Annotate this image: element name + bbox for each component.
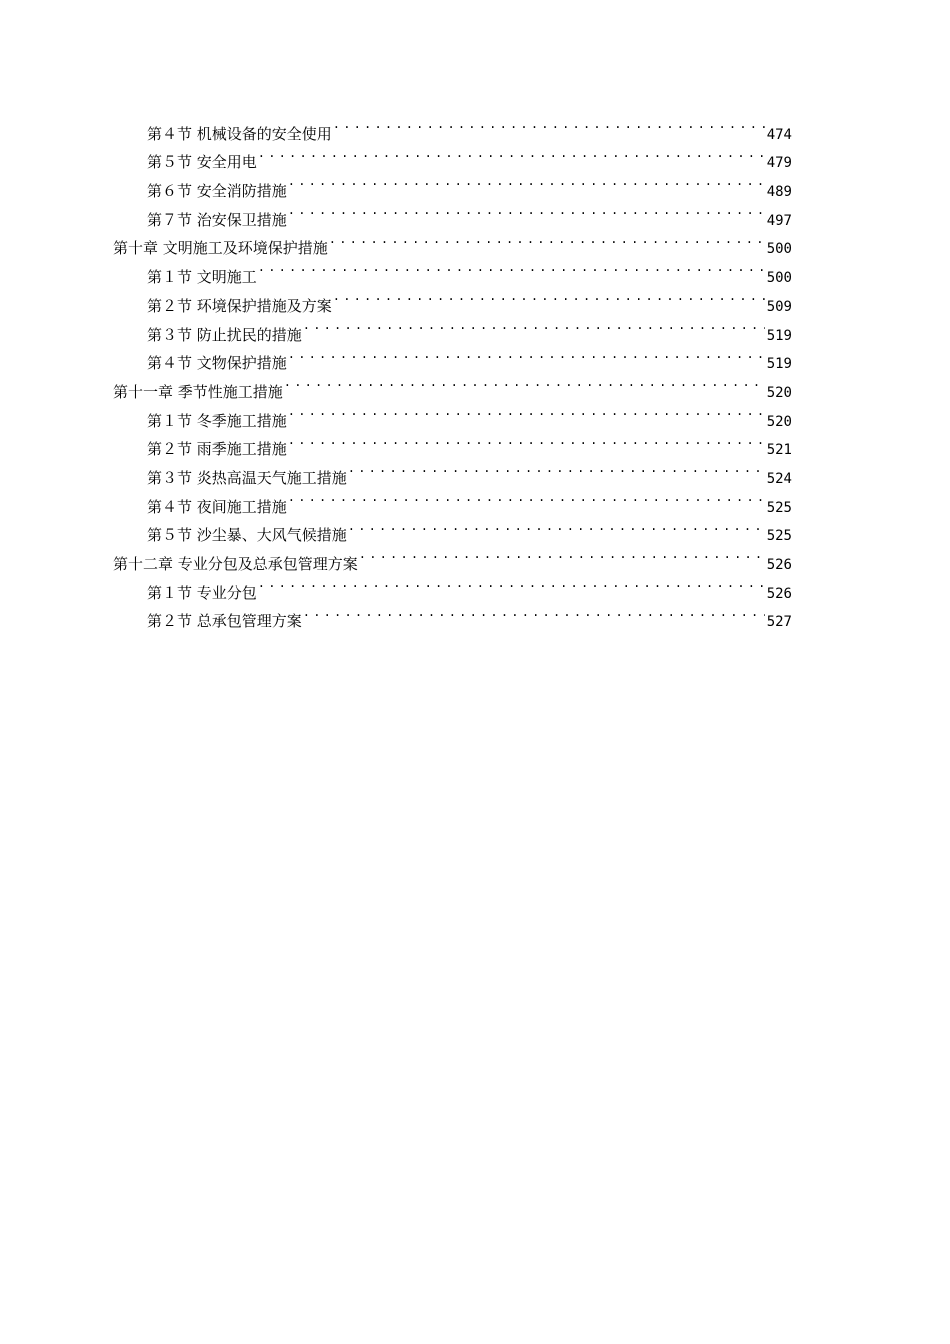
dot-leader [288, 426, 765, 455]
toc-entry[interactable] [0, 598, 950, 631]
dot-leader [333, 110, 765, 139]
toc-entry[interactable] [0, 512, 950, 545]
toc-entry-title: 第３节 炎热高温天气施工措施 [147, 464, 348, 493]
dot-leader [288, 167, 765, 196]
toc-entry-title: 第１节 冬季施工措施 [147, 407, 288, 436]
toc-page-number: 525 [766, 528, 792, 545]
dot-leader [284, 368, 765, 397]
toc-entry[interactable] [0, 483, 950, 516]
dot-leader [288, 397, 765, 426]
toc-page-number: 489 [766, 184, 792, 201]
toc-page-number: 474 [766, 126, 792, 143]
toc-entry-title: 第２节 环境保护措施及方案 [147, 292, 333, 321]
toc-entry-title: 第２节 雨季施工措施 [147, 435, 288, 464]
toc-entry[interactable] [0, 253, 950, 287]
toc-entry-title: 第十一章 季节性施工措施 [113, 378, 284, 407]
toc-entry[interactable] [0, 282, 950, 315]
toc-page-number: 509 [766, 298, 792, 315]
dot-leader [258, 253, 765, 282]
dot-leader [348, 512, 765, 541]
toc-page-number: 526 [766, 557, 792, 573]
dot-leader [329, 225, 765, 254]
toc-entry[interactable] [0, 110, 950, 143]
toc-entry-title: 第７节 治安保卫措施 [147, 206, 288, 235]
toc-entry-title: 第３节 防止扰民的措施 [147, 321, 303, 350]
toc-entry[interactable] [0, 454, 950, 487]
dot-leader [288, 340, 765, 369]
dot-leader [258, 139, 765, 168]
toc-page-number: 526 [766, 585, 792, 602]
toc-entry[interactable] [0, 340, 950, 373]
toc-page-number: 520 [766, 384, 792, 401]
toc-chapter-entry[interactable] [0, 540, 950, 573]
toc-entry-title: 第１节 文明施工 [147, 263, 258, 292]
toc-page-number: 524 [766, 470, 792, 487]
toc-entry[interactable] [0, 311, 950, 344]
toc-page-number: 520 [766, 413, 792, 430]
toc-chapter-entry[interactable] [0, 368, 950, 401]
toc-entry-title: 第６节 安全消防措施 [147, 177, 288, 206]
toc-entry-title: 第十章 文明施工及环境保护措施 [113, 234, 329, 263]
toc-entry-title: 第５节 沙尘暴、大风气候措施 [147, 521, 348, 550]
toc-entry[interactable] [0, 139, 950, 172]
toc-entry-title: 第１节 专业分包 [147, 579, 258, 608]
table-of-contents [0, 110, 950, 631]
toc-page-number: 479 [766, 155, 792, 172]
toc-entry[interactable] [0, 196, 950, 229]
dot-leader [258, 569, 765, 598]
toc-entry-title: 第５节 安全用电 [147, 148, 258, 177]
toc-entry-title: 第４节 机械设备的安全使用 [147, 120, 333, 149]
dot-leader [288, 196, 765, 225]
toc-chapter-entry[interactable] [0, 225, 950, 258]
toc-entry[interactable] [0, 397, 950, 430]
toc-page-number: 519 [766, 356, 792, 373]
dot-leader [303, 311, 765, 340]
toc-entry[interactable] [0, 167, 950, 201]
dot-leader [303, 598, 765, 627]
dot-leader [359, 540, 765, 569]
dot-leader [288, 483, 765, 512]
toc-page-number: 521 [766, 442, 792, 459]
toc-page-number: 497 [766, 212, 792, 229]
toc-page-number: 527 [766, 614, 792, 631]
toc-page-number: 500 [766, 270, 792, 287]
toc-entry-title: 第４节 文物保护措施 [147, 349, 288, 378]
toc-entry[interactable] [0, 569, 950, 602]
toc-entry-title: 第４节 夜间施工措施 [147, 493, 288, 522]
toc-entry-title: 第２节 总承包管理方案 [147, 607, 303, 636]
dot-leader [348, 454, 765, 483]
toc-entry[interactable] [0, 426, 950, 459]
toc-page-number: 519 [766, 327, 792, 344]
toc-entry-title: 第十二章 专业分包及总承包管理方案 [113, 550, 359, 579]
dot-leader [333, 282, 765, 311]
toc-page-number: 500 [766, 241, 792, 258]
toc-page-number: 525 [766, 499, 792, 516]
